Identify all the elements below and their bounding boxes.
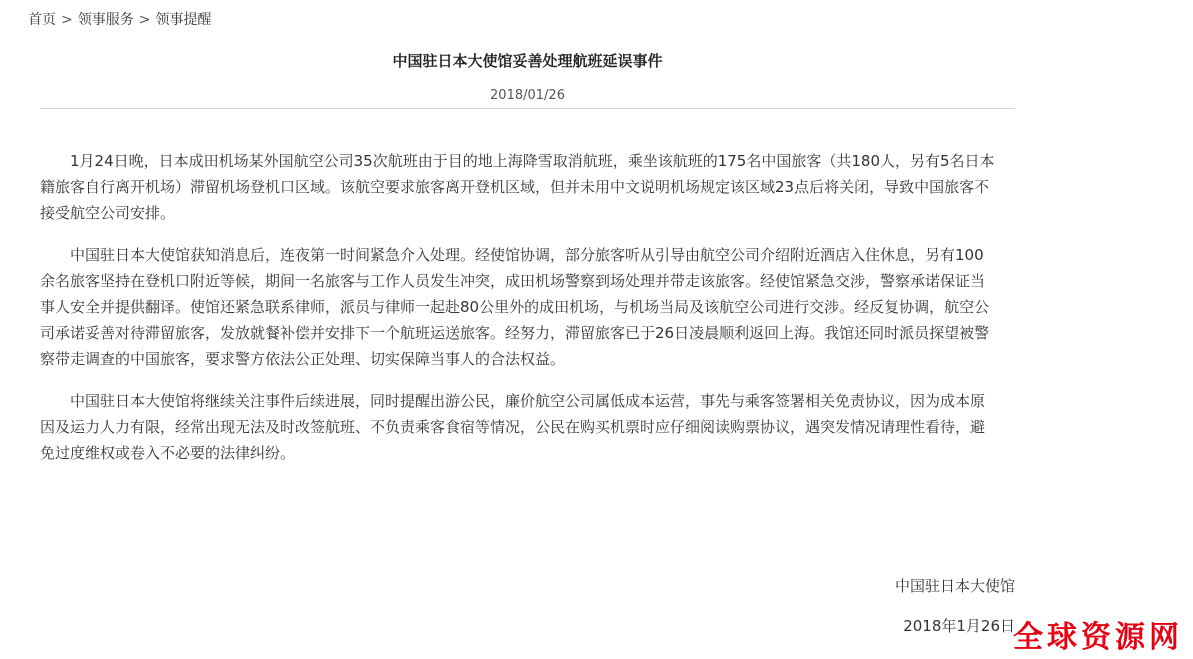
breadcrumb-separator: > bbox=[61, 12, 73, 28]
article-paragraph: 中国驻日本大使馆获知消息后，连夜第一时间紧急介入处理。经使馆协调，部分旅客听从引导由航空公司介绍附近酒店入住休息，另有100余名旅客坚持在登机口附近等候，期间一名旅客与工作人员发生冲突，成田机场警察到场处理并带走该旅客。经使馆紧急交涉，警察承诺保证当事人安全并提供翻译。使馆还紧急联系律师，派员与律师一起赴80公里外的成田机场，与机场当局及该航空公司进行交涉。经反复协调，航空公司承诺妥善对待滞留旅客，发放就餐补偿并安排下一个航班运送旅客。经努力，滞留旅客已于26日凌晨顺利返回上海。我馆还同时派员探望被警察带走调查的中国旅客，要求警方依法公正处理、切实保障当事人的合法权益。 bbox=[40, 246, 990, 368]
article-paragraph: 1月24日晚，日本成田机场某外国航空公司35次航班由于目的地上海降雪取消航班，乘坐该航班的175名中国旅客（共180人，另有5名日本籍旅客自行离开机场）滞留机场登机口区域。该航空要求旅客离开登机区域，但并未用中文说明机场规定该区域23点后将关闭，导致中国旅客不接受航空公司安排。 bbox=[40, 152, 995, 222]
site-watermark: 全球资源网 bbox=[1013, 620, 1183, 655]
signature-organization: 中国驻日本大使馆 bbox=[894, 577, 1015, 595]
title-divider bbox=[40, 108, 1015, 109]
article-paragraph: 中国驻日本大使馆将继续关注事件后续进展，同时提醒出游公民，廉价航空公司属低成本运营，事先与乘客签署相关免责协议，因为成本原因及运力人力有限，经常出现无法及时改签航班、不负责乘客食宿等情况，公民在购买机票时应仔细阅读购票协议，遇突发情况请理性看待，避免过度维权或卷入不必要的法律纠纷。 bbox=[40, 392, 986, 462]
article-title: 中国驻日本大使馆妥善处理航班延误事件 bbox=[392, 52, 663, 70]
breadcrumb bbox=[28, 10, 211, 30]
breadcrumb-consular-reminders-link[interactable]: 领事提醒 bbox=[155, 12, 212, 28]
article-date: 2018/01/26 bbox=[490, 88, 565, 103]
breadcrumb-consular-services-link[interactable]: 领事服务 bbox=[77, 12, 134, 28]
article-body bbox=[40, 148, 997, 482]
signature-date: 2018年1月26日 bbox=[903, 617, 1015, 635]
breadcrumb-separator: > bbox=[138, 12, 151, 28]
breadcrumb-home-link[interactable]: 首页 bbox=[28, 12, 56, 28]
